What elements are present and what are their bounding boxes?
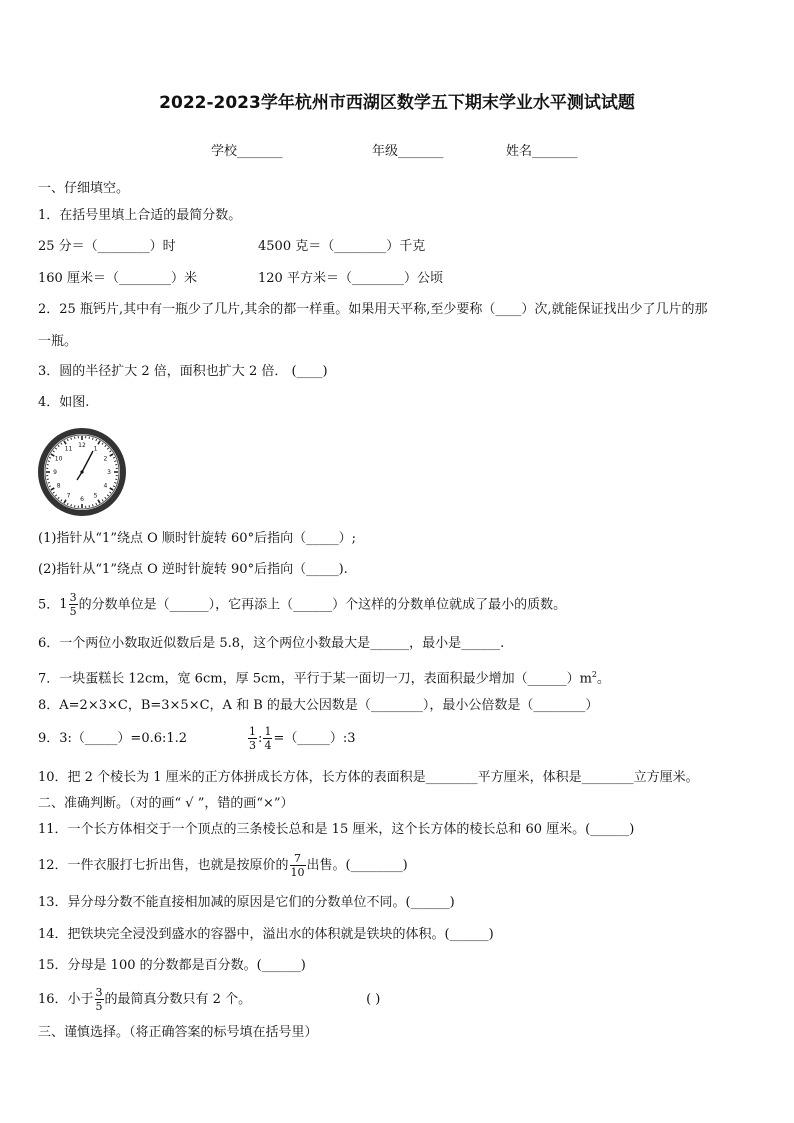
question-11: 11．一个长方体相交于一个顶点的三条棱长总和是 15 厘米，这个长方体的棱长总和 60 厘米。(______) xyxy=(38,822,635,837)
clock-number: 3 xyxy=(107,469,111,476)
question-1b: 4500 克＝（________）千克 xyxy=(258,239,426,254)
clock-tick xyxy=(48,483,50,484)
fraction-denominator: 5 xyxy=(69,605,77,618)
section-heading-fill: 一、仔细填空。 xyxy=(38,181,130,196)
clock-tick xyxy=(71,438,72,440)
question-8: 8．A=2×3×C，B=3×5×C，A 和 B 的最大公因数是（________），最小公倍数是（________） xyxy=(38,698,599,713)
clock-number: 7 xyxy=(66,492,71,500)
question-5: 5．1 $\frac{3}{5}$ 的分数单位是（______），它再添上（______）个这样的分数单位就成了最小的质数。 xyxy=(38,591,567,618)
clock-number: 12 xyxy=(78,442,86,449)
question-15: 15．分母是 100 的分数都是百分数。(______) xyxy=(38,958,306,973)
question-4-part2: (2)指针从“1”绕点 O 逆时针旋转 90°后指向（_____). xyxy=(38,562,348,577)
clock-number: 6 xyxy=(80,496,84,503)
mixed-whole: 1 xyxy=(59,597,68,612)
clock-tick xyxy=(93,438,94,440)
question-4-part1: (1)指针从“1”绕点 O 顺时针旋转 60°后指向（_____）; xyxy=(38,531,356,546)
clock-number: 5 xyxy=(93,492,98,500)
clock-number: 11 xyxy=(64,445,73,453)
question-1: 1．在括号里填上合适的最简分数。 xyxy=(38,208,242,223)
name-field: 姓名_______ xyxy=(506,144,578,159)
question-1a: 25 分＝（________）时 xyxy=(38,239,176,254)
question-3: 3．圆的半径扩大 2 倍，面积也扩大 2 倍． (____) xyxy=(38,364,328,379)
clock-number: 10 xyxy=(54,455,63,463)
clock-number: 2 xyxy=(103,455,108,463)
page-title: 2022-2023学年杭州市西湖区数学五下期末学业水平测试试题 xyxy=(159,93,635,113)
clock-tick xyxy=(114,483,116,484)
clock-tick xyxy=(93,504,94,506)
clock-tick xyxy=(71,504,72,506)
clock-number: 4 xyxy=(103,482,108,490)
question-1d: 120 平方米＝（________）公顷 xyxy=(258,271,443,286)
fraction-numerator: 3 xyxy=(69,591,77,604)
clock-figure xyxy=(38,428,126,516)
clock-number: 9 xyxy=(53,469,57,476)
question-2-line2: 一瓶。 xyxy=(38,334,78,349)
question-13: 13．异分母分数不能直接相加减的原因是它们的分数单位不同。(______) xyxy=(38,895,455,910)
question-7: 7．一块蛋糕长 12cm，宽 6cm，厚 5cm，平行于某一面切一刀，表面积最少增加$(\_\_\_\_\_\_)m^2$。 xyxy=(38,670,611,687)
question-14: 14．把铁块完全浸没到盛水的容器中，溢出水的体积就是铁块的体积。(______) xyxy=(38,927,494,942)
clock-tick xyxy=(48,461,50,462)
question-6: 6．一个两位小数取近似数后是 5.8，这个两位小数最大是______，最小是______. xyxy=(38,636,505,651)
question-1c: 160 厘米＝（________）米 xyxy=(38,271,197,286)
clock-number: 1 xyxy=(93,445,98,453)
question-16: 16．小于 $\frac{3}{5}$ 的最简真分数只有 2 个。 ( ) xyxy=(38,986,381,1013)
clock-tick xyxy=(114,461,116,462)
question-2-line1: 2．25 瓶钙片,其中有一瓶少了几片,其余的都一样重。如果用天平称,至少要称（____）次,就能保证找出少了几片的那 xyxy=(38,302,708,317)
question-12: 12．一件衣服打七折出售，也就是按原价的 $\frac{7}{10}$ 出售。(________) xyxy=(38,852,408,879)
section-heading-judge: 二、准确判断。（对的画“ √ ”，错的画“×”） xyxy=(38,796,294,811)
question-10: 10．把 2 个棱长为 1 厘米的正方体拼成长方体，长方体的表面积是________平方厘米，体积是________立方厘米。 xyxy=(38,770,699,785)
question-4: 4．如图. xyxy=(38,395,90,410)
section-heading-choice: 三、谨慎选择。（将正确答案的标号填在括号里） xyxy=(38,1025,318,1040)
clock-number: 8 xyxy=(56,482,61,490)
question-9: 9．3:（_____）=0.6:1.2 $\frac{1}{3}$ : $\frac{1}{4}$ =（_____）:3 xyxy=(38,725,356,752)
grade-field: 年级_______ xyxy=(372,144,444,159)
school-field: 学校_______ xyxy=(211,144,283,159)
